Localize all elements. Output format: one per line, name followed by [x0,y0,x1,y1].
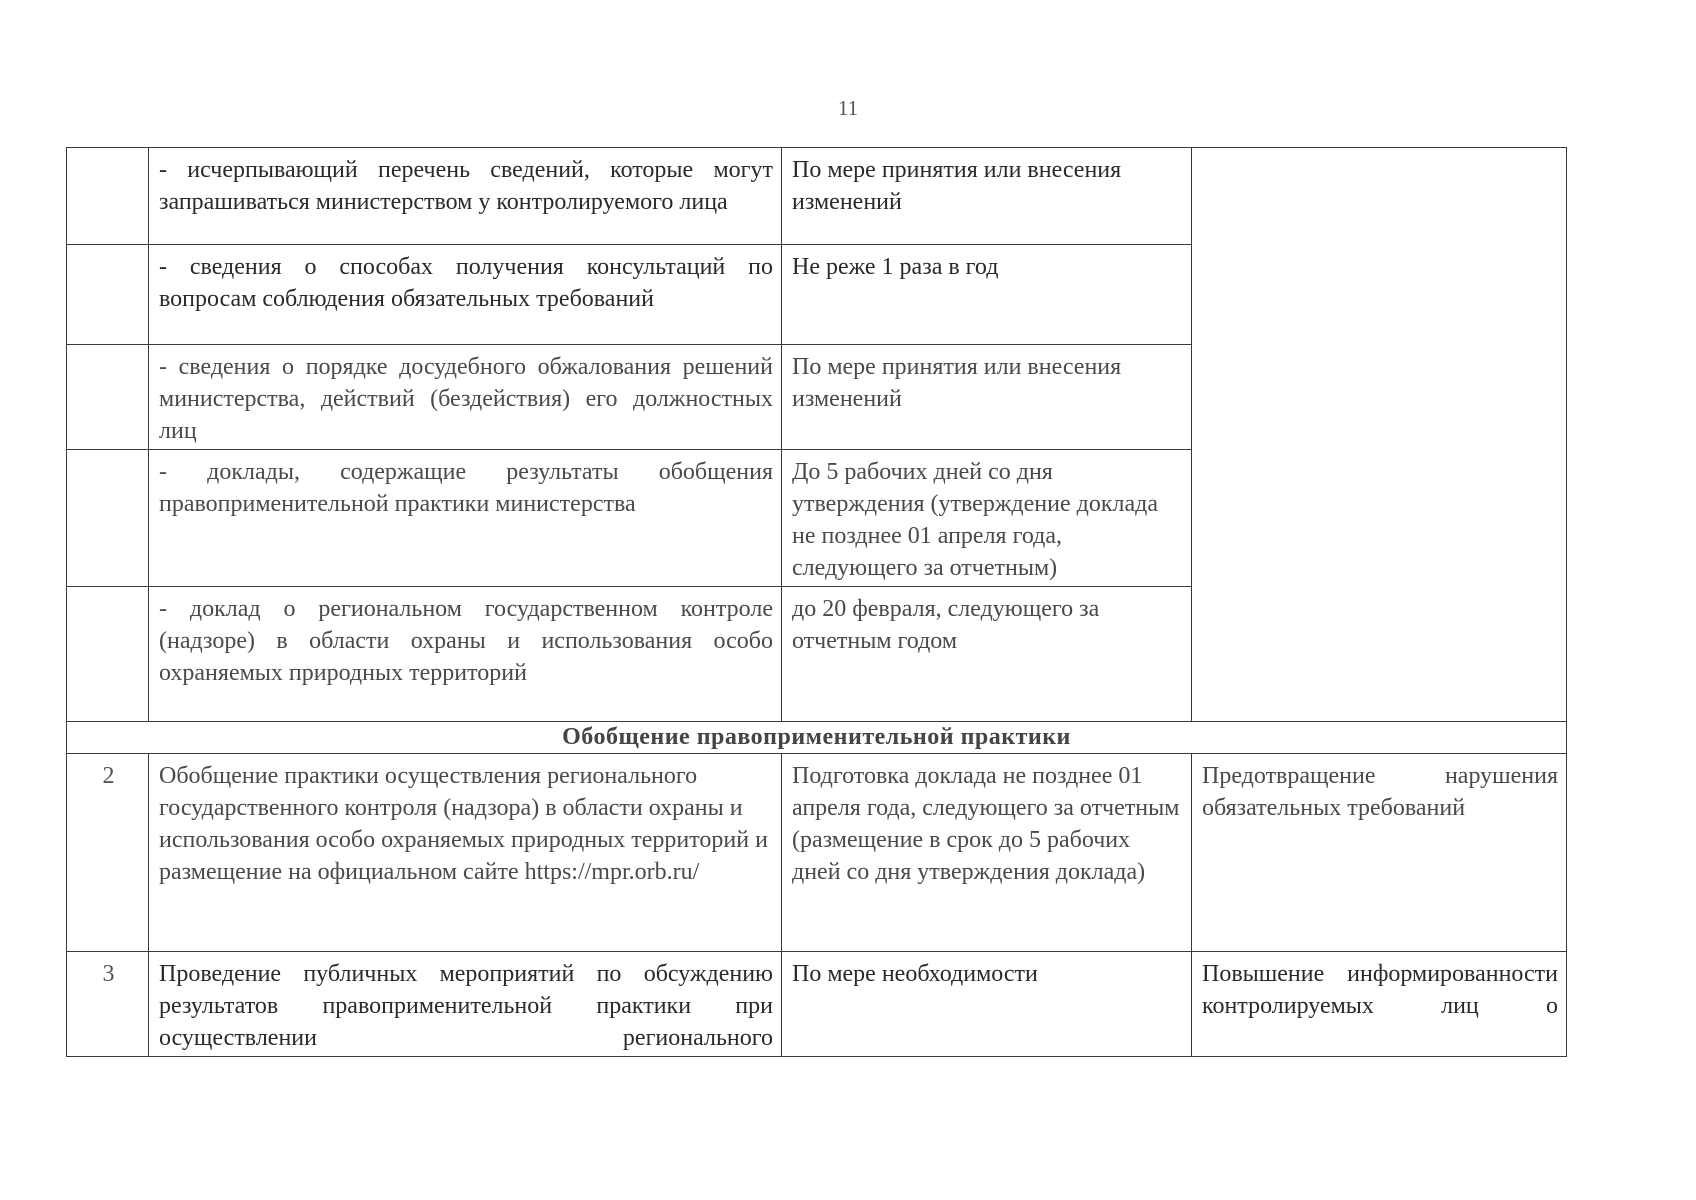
result-cell: Предотвращение нарушения обязательных требований [1192,754,1567,952]
deadline-cell: По мере принятия или внесения изменений [782,148,1192,245]
deadline-cell: до 20 февраля, следующего за отчетным годом [782,587,1192,722]
table-row [67,754,1567,952]
measure-cell: - доклад о региональном государственном контроле (надзоре) в области охраны и использования особо охраняемых природных территорий [149,587,782,722]
row-number-cell: 3 [67,952,149,1057]
deadline-cell: Подготовка доклада не позднее 01 апреля года, следующего за отчетным (размещение в срок до 5 рабочих дней со дня утверждения доклада) [782,754,1192,952]
section-title: Обобщение правоприменительной практики [67,722,1567,754]
result-cell: Повышение информированности контролируемых лиц о [1192,952,1567,1057]
row-number-cell [67,245,149,345]
row-number-cell [67,345,149,450]
row-number-cell: 2 [67,754,149,952]
page-number: 11 [837,96,859,120]
result-cell-merged [1192,148,1567,722]
measure-cell: - доклады, содержащие результаты обобщения правоприменительной практики министерства [149,450,782,587]
deadline-cell: Не реже 1 раза в год [782,245,1192,345]
row-number-cell [67,587,149,722]
deadline-cell: До 5 рабочих дней со дня утверждения (утверждение доклада не позднее 01 апреля года, следующего за отчетным) [782,450,1192,587]
row-number-cell [67,450,149,587]
deadline-cell: По мере принятия или внесения изменений [782,345,1192,450]
section-row [67,722,1567,754]
measure-cell: - сведения о способах получения консультаций по вопросам соблюдения обязательных требований [149,245,782,345]
table-row [67,148,1567,245]
measures-table [66,147,1567,1057]
measure-cell: Обобщение практики осуществления регионального государственного контроля (надзора) в области охраны и использования особо охраняемых природных территорий и размещение на официальном сайте https://mpr.orb.ru/ [149,754,782,952]
row-number-cell [67,148,149,245]
measure-cell: Проведение публичных мероприятий по обсуждению результатов правоприменительной практики при осуществлении регионального [149,952,782,1057]
table-row [67,952,1567,1057]
measure-cell: - исчерпывающий перечень сведений, которые могут запрашиваться министерством у контролируемого лица [149,148,782,245]
deadline-cell: По мере необходимости [782,952,1192,1057]
measure-cell: - сведения о порядке досудебного обжалования решений министерства, действий (бездействия) его должностных лиц [149,345,782,450]
